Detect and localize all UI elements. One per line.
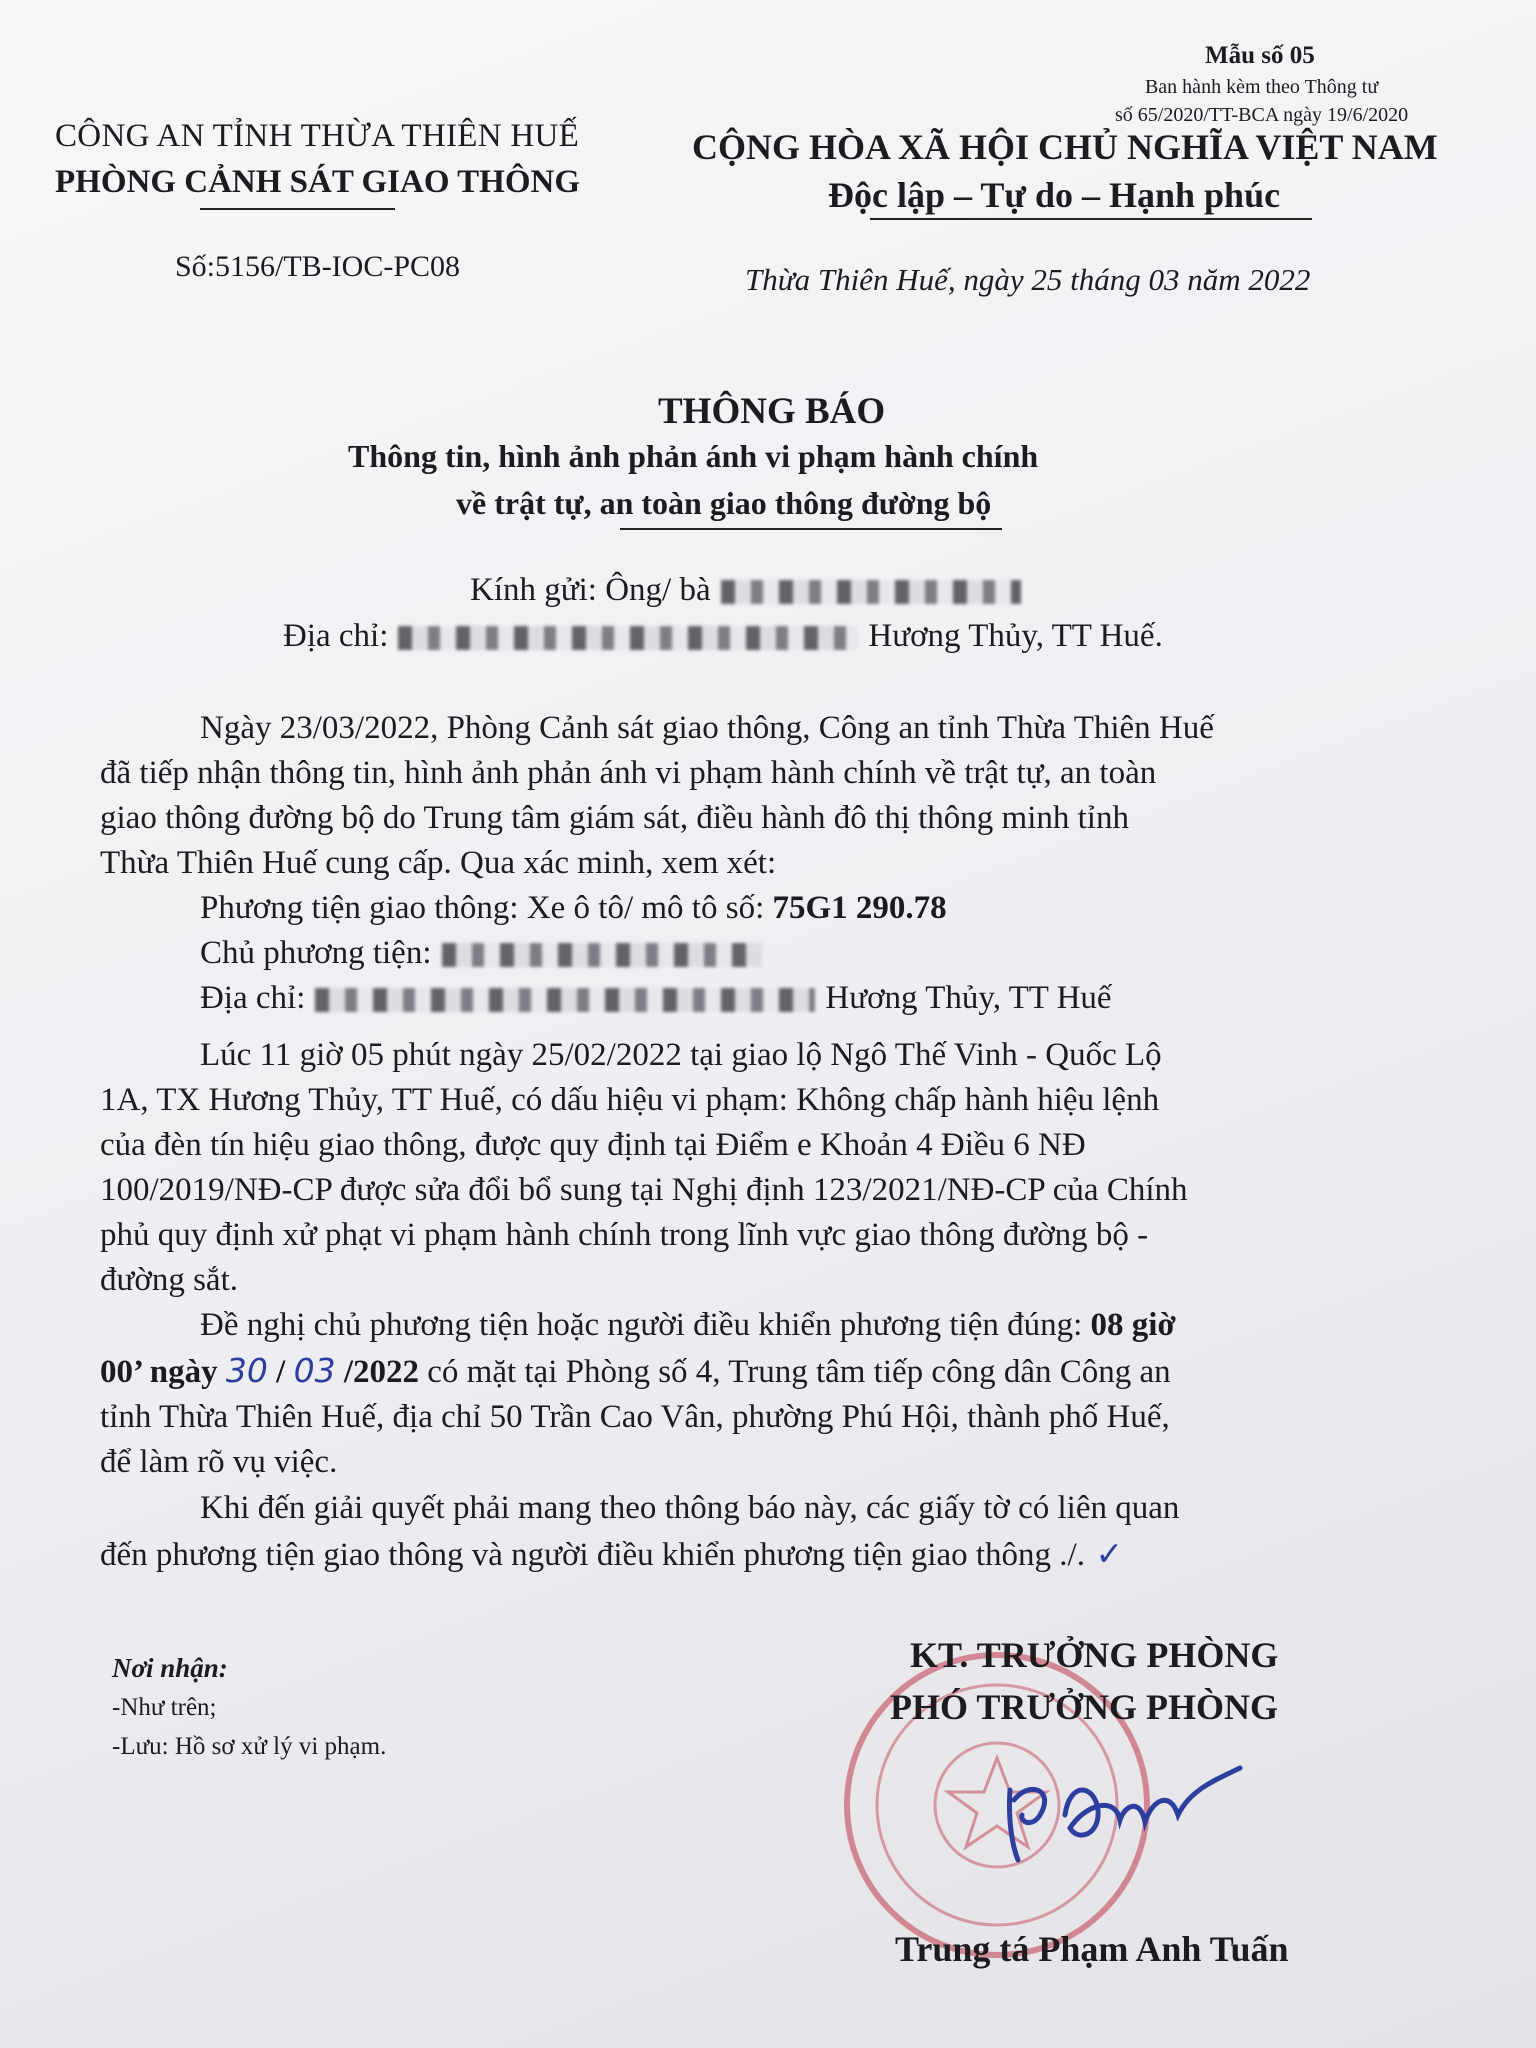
owner-address-suffix: Hương Thủy, TT Huế bbox=[825, 980, 1112, 1016]
text-line: Thừa Thiên Huế cung cấp. Qua xác minh, xem xét: bbox=[100, 845, 777, 881]
vehicle-label: Phương tiện giao thông: Xe ô tô/ mô tô số: bbox=[200, 890, 773, 926]
recipient-item: -Lưu: Hồ sơ xử lý vi phạm. bbox=[112, 1733, 387, 1760]
text-span: đến phương tiện giao thông và người điều khiển phương tiện giao thông ./. bbox=[100, 1537, 1085, 1573]
appointment-year: /2022 bbox=[335, 1354, 419, 1390]
redacted-owner bbox=[442, 943, 762, 967]
signer-title-1: KT. TRƯỞNG PHÒNG bbox=[910, 1635, 1279, 1675]
nation-motto: Độc lập – Tự do – Hạnh phúc bbox=[828, 175, 1281, 215]
form-number: Mẫu số 05 bbox=[1205, 42, 1315, 69]
redacted-owner-address bbox=[315, 988, 815, 1012]
title-underline bbox=[620, 528, 1002, 530]
owner-line bbox=[100, 931, 1462, 976]
text-line: 100/2019/NĐ-CP được sửa đổi bổ sung tại Nghị định 123/2021/NĐ-CP của Chính bbox=[100, 1172, 1188, 1208]
text-line: đã tiếp nhận thông tin, hình ảnh phản ánh vi phạm hành chính về trật tự, an toàn bbox=[100, 755, 1157, 791]
appointment-time: 08 giờ bbox=[1090, 1307, 1176, 1343]
text-line: Khi đến giải quyết phải mang theo thông báo này, các giấy tờ có liên quan bbox=[200, 1490, 1180, 1526]
text-line: để làm rõ vụ việc. bbox=[100, 1444, 338, 1480]
agency-line-1: CÔNG AN TỈNH THỪA THIÊN HUẾ bbox=[55, 118, 580, 154]
issued-line-1: Ban hành kèm theo Thông tư bbox=[1144, 76, 1379, 98]
recipient-address bbox=[283, 618, 1163, 655]
text-line: 1A, TX Hương Thủy, TT Huế, có dấu hiệu vi phạm: Không chấp hành hiệu lệnh bbox=[100, 1082, 1160, 1118]
agency-line-2: PHÒNG CẢNH SÁT GIAO THÔNG bbox=[55, 164, 581, 200]
appointment-minute: 00’ ngày bbox=[100, 1354, 226, 1390]
issued-line-2: số 65/2020/TT-BCA ngày 19/6/2020 bbox=[1115, 104, 1409, 126]
redacted-name bbox=[721, 580, 1021, 604]
address-label: Địa chỉ: bbox=[283, 618, 389, 654]
date-separator: / bbox=[267, 1354, 294, 1390]
text-line: Ngày 23/03/2022, Phòng Cảnh sát giao thông, Công an tỉnh Thừa Thiên Huế bbox=[200, 710, 1214, 746]
paragraph-violation bbox=[100, 1033, 1462, 1303]
license-plate: 75G1 290.78 bbox=[772, 890, 947, 926]
handwritten-day: 30 bbox=[225, 1351, 268, 1390]
text-span: có mặt tại Phòng số 4, Trung tâm tiếp công dân Công an bbox=[419, 1354, 1171, 1390]
paragraph-requirements bbox=[100, 1486, 1462, 1578]
appointment-date-line bbox=[100, 1348, 1462, 1395]
text-line: Lúc 11 giờ 05 phút ngày 25/02/2022 tại giao lộ Ngô Thế Vinh - Quốc Lộ bbox=[200, 1037, 1162, 1073]
recipient-item: -Như trên; bbox=[112, 1694, 217, 1721]
text-line: của đèn tín hiệu giao thông, được quy định tại Điểm e Khoản 4 Điều 6 NĐ bbox=[100, 1127, 1086, 1163]
paragraph-reception bbox=[100, 706, 1462, 1021]
owner-label: Chủ phương tiện: bbox=[200, 935, 432, 971]
text-line: đường sắt. bbox=[100, 1262, 238, 1298]
document-subtitle-2: về trật tự, an toàn giao thông đường bộ bbox=[456, 485, 992, 521]
owner-address-line bbox=[100, 976, 1462, 1021]
recipients-title: Nơi nhận: bbox=[112, 1653, 228, 1683]
nation-underline bbox=[870, 218, 1312, 220]
recipient-line bbox=[470, 572, 1031, 609]
signer-name: Trung tá Phạm Anh Tuấn bbox=[895, 1929, 1289, 1969]
issued-by-note bbox=[1115, 73, 1408, 129]
address-suffix: Hương Thủy, TT Huế. bbox=[868, 618, 1163, 654]
check-mark-icon: ✓ bbox=[1084, 1534, 1124, 1573]
recipient-greeting: Kính gửi: Ông/ bà bbox=[470, 572, 711, 608]
vehicle-line bbox=[100, 886, 1462, 931]
signature-icon bbox=[1000, 1760, 1280, 1870]
handwritten-month: 03 bbox=[293, 1351, 336, 1390]
nation-title: CỘNG HÒA XÃ HỘI CHỦ NGHĨA VIỆT NAM bbox=[692, 127, 1438, 167]
paragraph-summons bbox=[100, 1303, 1462, 1485]
text-line bbox=[100, 1303, 1462, 1348]
text-span: Đề nghị chủ phương tiện hoặc người điều khiển phương tiện đúng: bbox=[200, 1307, 1091, 1343]
document-subtitle-1: Thông tin, hình ảnh phản ánh vi phạm hành chính bbox=[348, 438, 1039, 474]
owner-address-label: Địa chỉ: bbox=[200, 980, 306, 1016]
redacted-address bbox=[398, 626, 858, 650]
document-title: THÔNG BÁO bbox=[658, 391, 886, 432]
text-line: giao thông đường bộ do Trung tâm giám sát, điều hành đô thị thông minh tỉnh bbox=[100, 800, 1129, 836]
place-date: Thừa Thiên Huế, ngày 25 tháng 03 năm 2022 bbox=[745, 262, 1311, 297]
text-line: tỉnh Thừa Thiên Huế, địa chỉ 50 Trần Cao Vân, phường Phú Hội, thành phố Huế, bbox=[100, 1399, 1170, 1435]
document-number: Số:5156/TB-IOC-PC08 bbox=[175, 250, 461, 283]
signer-title-2: PHÓ TRƯỞNG PHÒNG bbox=[890, 1687, 1279, 1727]
agency-underline bbox=[200, 208, 395, 210]
text-line bbox=[100, 1531, 1462, 1578]
text-line: phủ quy định xử phạt vi phạm hành chính trong lĩnh vực giao thông đường bộ - bbox=[100, 1217, 1149, 1253]
